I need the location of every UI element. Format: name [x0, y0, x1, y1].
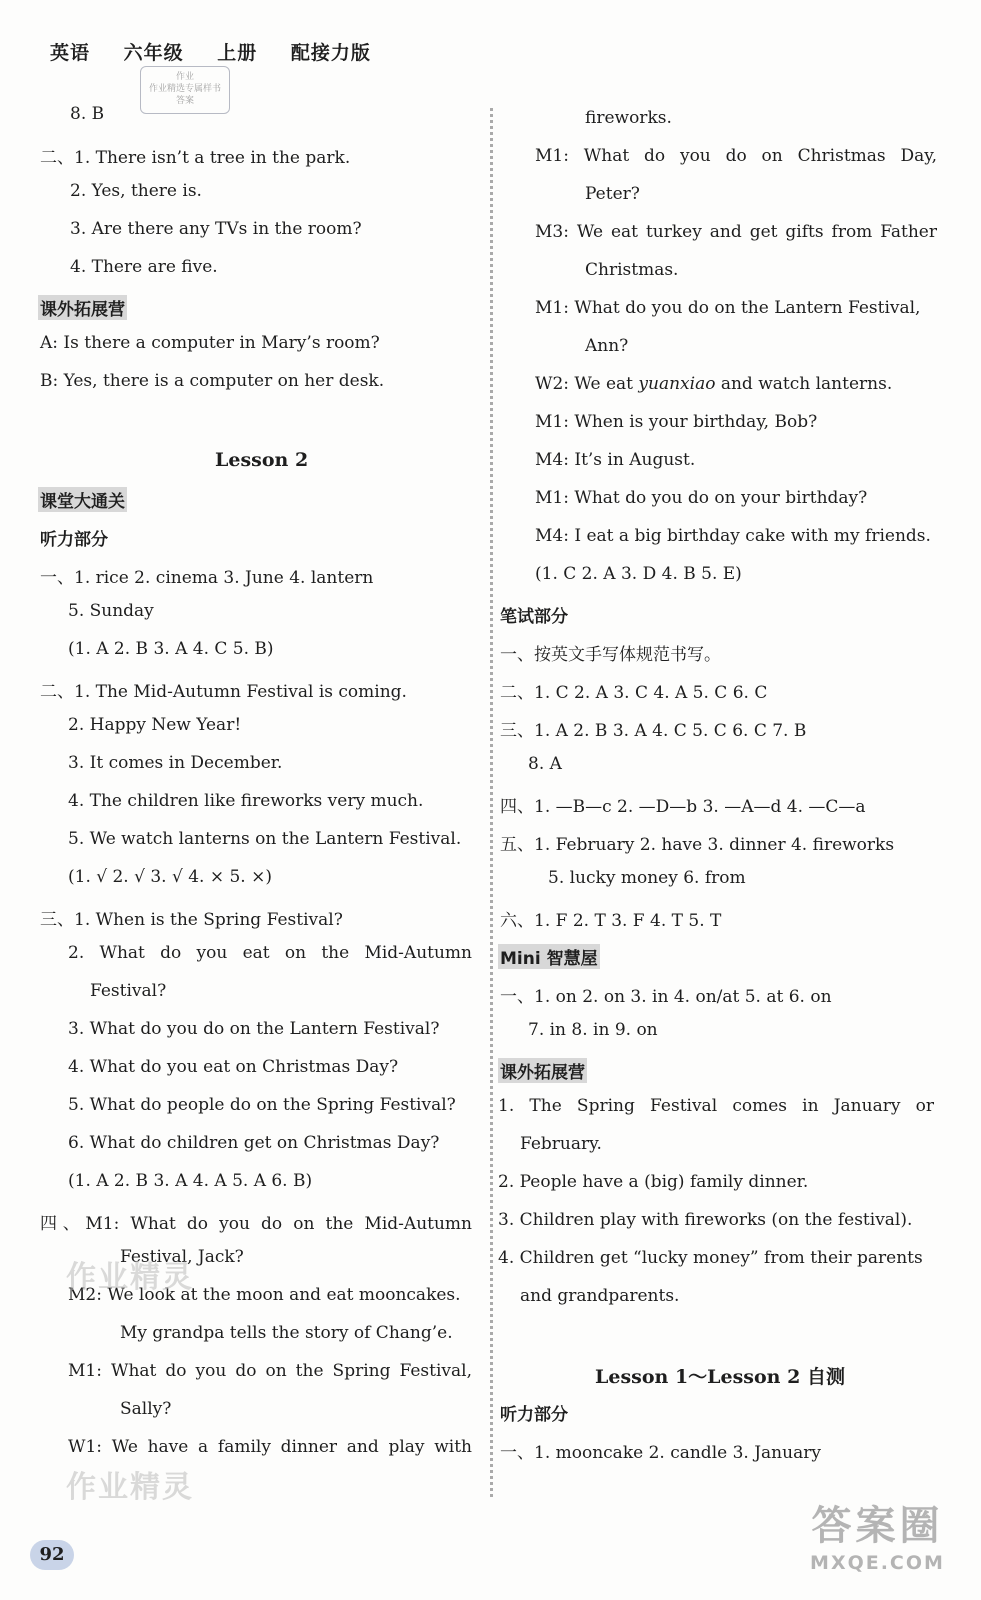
answer-line: 2. Happy New Year!: [68, 715, 242, 735]
answer-line: 四、M1: What do you do on the Mid-Autumn: [40, 1214, 472, 1234]
answer-line: (1. C 2. A 3. D 4. B 5. E): [535, 564, 742, 584]
answer-line: 7. in 8. in 9. on: [528, 1020, 658, 1040]
answer-line: 4. There are five.: [70, 257, 218, 277]
answer-line: M4: It’s in August.: [535, 450, 696, 470]
answer-line: (1. A 2. B 3. A 4. C 5. B): [68, 639, 274, 659]
header-volume: 上册: [217, 42, 258, 64]
answer-line: 4. What do you eat on Christmas Day?: [68, 1057, 399, 1077]
section-heading: 课外拓展营: [38, 295, 127, 320]
site-logo: 答案圈 MXQE.COM: [810, 1503, 945, 1574]
header-grade: 六年级: [123, 42, 184, 64]
answer-line: 5. lucky money 6. from: [548, 868, 746, 888]
answer-line: 一、按英文手写体规范书写。: [500, 645, 721, 665]
answer-line: and grandparents.: [520, 1286, 680, 1306]
answer-line: 2. Yes, there is.: [70, 181, 202, 201]
answer-line: 一、1. rice 2. cinema 3. June 4. lantern: [40, 568, 374, 588]
subsection-heading: 笔试部分: [500, 607, 568, 627]
answer-line: M3: We eat turkey and get gifts from Father: [535, 222, 937, 242]
answer-line: 8. B: [70, 104, 105, 124]
answer-line: M2: We look at the moon and eat mooncakes.: [68, 1285, 461, 1305]
page-header: [50, 38, 397, 65]
header-subject: 英语: [50, 42, 91, 64]
column-divider: [490, 108, 493, 1498]
answer-line: (1. √ 2. √ 3. √ 4. × 5. ×): [68, 867, 272, 887]
answer-line: 一、1. mooncake 2. candle 3. January: [500, 1443, 821, 1463]
answer-line: 5. What do people do on the Spring Festival?: [68, 1095, 456, 1115]
answer-line: fireworks.: [585, 108, 672, 128]
answer-line: 2. People have a (big) family dinner.: [498, 1172, 809, 1192]
answer-line: M1: When is your birthday, Bob?: [535, 412, 818, 432]
answer-line: 3. Are there any TVs in the room?: [70, 219, 362, 239]
answer-line: W1: We have a family dinner and play with: [68, 1437, 472, 1457]
answer-line: 3. Children play with fireworks (on the festival).: [498, 1210, 913, 1230]
answer-line: 4. The children like fireworks very much.: [68, 791, 424, 811]
answer-line: 2. What do you eat on the Mid-Autumn: [68, 943, 472, 963]
answer-line: 二、1. There isn’t a tree in the park.: [40, 148, 351, 168]
answer-line: 4. Children get “lucky money” from their parents: [498, 1248, 923, 1268]
answer-line: My grandpa tells the story of Chang’e.: [120, 1323, 453, 1343]
page-number: 92: [30, 1540, 74, 1570]
answer-line: A: Is there a computer in Mary’s room?: [40, 333, 380, 353]
answer-line: Festival?: [90, 981, 167, 1001]
answer-line: Peter?: [585, 184, 640, 204]
answer-line: M1: What do you do on the Spring Festival,: [68, 1361, 472, 1381]
answer-line: 五、1. February 2. have 3. dinner 4. fireworks: [500, 835, 895, 855]
answer-line: 二、1. C 2. A 3. C 4. A 5. C 6. C: [500, 683, 768, 703]
answer-line: 二、1. The Mid-Autumn Festival is coming.: [40, 682, 407, 702]
answer-line: M1: What do you do on the Lantern Festival,: [535, 298, 921, 318]
section-heading: Mini 智慧屋: [498, 944, 600, 969]
answer-line: 3. What do you do on the Lantern Festival?: [68, 1019, 440, 1039]
answer-line: 5. We watch lanterns on the Lantern Festival.: [68, 829, 462, 849]
subsection-heading: 听力部分: [40, 530, 108, 550]
subsection-heading: 听力部分: [500, 1405, 568, 1425]
lesson-title: Lesson 1～Lesson 2 自测: [595, 1366, 845, 1388]
answer-line: (1. A 2. B 3. A 4. A 5. A 6. B): [68, 1171, 313, 1191]
answer-line: 1. The Spring Festival comes in January or: [498, 1096, 934, 1116]
answer-line: Christmas.: [585, 260, 679, 280]
answer-line: 三、1. When is the Spring Festival?: [40, 910, 343, 930]
section-heading: 课堂大通关: [38, 487, 127, 512]
header-edition: 配接力版: [290, 42, 371, 64]
stamp-seal: 作业 作业精选专属样书 答案: [140, 66, 230, 114]
answer-line: 四、1. —B—c 2. —D—b 3. —A—d 4. —C—a: [500, 797, 866, 817]
answer-line: 一、1. on 2. on 3. in 4. on/at 5. at 6. on: [500, 987, 832, 1007]
answer-line: Ann?: [585, 336, 629, 356]
answer-line: Festival, Jack?: [120, 1247, 244, 1267]
answer-line: B: Yes, there is a computer on her desk.: [40, 371, 385, 391]
answer-line: 8. A: [528, 754, 562, 774]
watermark-text: 作业精灵: [66, 1470, 194, 1505]
answer-line: M1: What do you do on your birthday?: [535, 488, 868, 508]
answer-line: 5. Sunday: [68, 601, 154, 621]
answer-line: M4: I eat a big birthday cake with my friends.: [535, 526, 931, 546]
answer-line: W2: We eat yuanxiao and watch lanterns.: [535, 374, 893, 394]
answer-line: 3. It comes in December.: [68, 753, 283, 773]
section-heading: 课外拓展营: [498, 1058, 587, 1083]
answer-line: M1: What do you do on Christmas Day,: [535, 146, 937, 166]
answer-line: 三、1. A 2. B 3. A 4. C 5. C 6. C 7. B: [500, 721, 807, 741]
answer-line: Sally?: [120, 1399, 172, 1419]
watermark-text: 作业精灵: [66, 1260, 194, 1295]
answer-line: 六、1. F 2. T 3. F 4. T 5. T: [500, 911, 722, 931]
answer-line: 6. What do children get on Christmas Day?: [68, 1133, 440, 1153]
lesson-title: Lesson 2: [215, 449, 309, 471]
answer-line: February.: [520, 1134, 602, 1154]
